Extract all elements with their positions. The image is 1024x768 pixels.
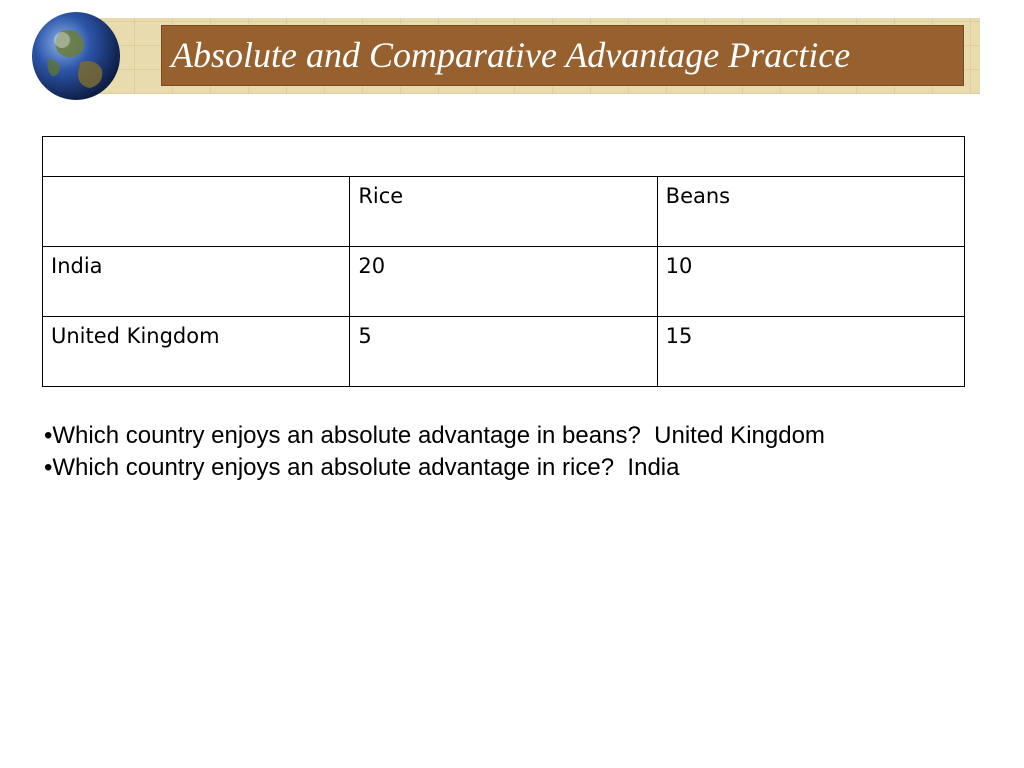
table-header-row	[43, 177, 965, 247]
rice-cell: 5	[350, 317, 657, 387]
bullet-marker: •	[44, 454, 53, 481]
answer-text: India	[627, 454, 680, 481]
bullet-marker: •	[44, 422, 53, 449]
slide-title: Absolute and Comparative Advantage Practice	[171, 35, 851, 75]
question-text: Which country enjoys an absolute advantage in rice?	[52, 454, 615, 481]
globe-icon	[30, 10, 122, 102]
beans-cell: 15	[657, 317, 964, 387]
column-header-country	[43, 177, 350, 247]
table-row	[43, 317, 965, 387]
table-caption-row	[43, 137, 965, 177]
country-cell: India	[43, 247, 350, 317]
list-item	[44, 452, 1014, 484]
list-item	[44, 420, 1014, 452]
production-table	[42, 136, 965, 387]
rice-cell: 20	[350, 247, 657, 317]
table-row	[43, 247, 965, 317]
table-caption	[43, 137, 965, 177]
question-list	[44, 420, 1014, 484]
column-header-rice: Rice	[350, 177, 657, 247]
title-bar	[161, 25, 964, 86]
answer-text: United Kingdom	[654, 422, 825, 449]
question-text: Which country enjoys an absolute advantage in beans?	[52, 422, 641, 449]
country-cell: United Kingdom	[43, 317, 350, 387]
beans-cell: 10	[657, 247, 964, 317]
column-header-beans: Beans	[657, 177, 964, 247]
